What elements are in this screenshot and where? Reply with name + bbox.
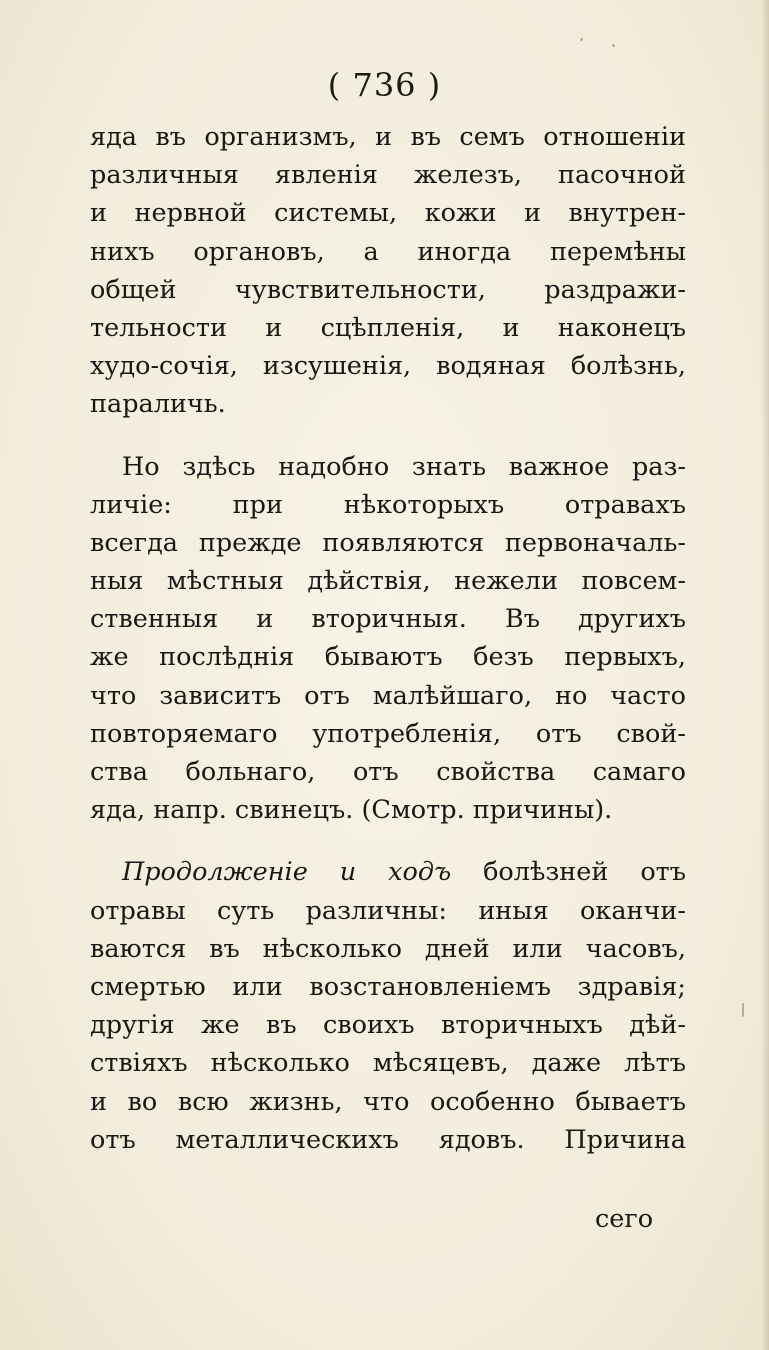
paragraph-1 [90, 118, 686, 424]
text-line: яда въ организмъ, и въ семъ отношеніи [90, 122, 686, 152]
body-text [90, 118, 686, 1159]
text-line: общей чувствительности, раздражи- [90, 274, 686, 305]
text-line: ства больнаго, отъ свойства самаго [90, 757, 686, 787]
paragraph-gap [90, 424, 686, 448]
catchword: сего [595, 1204, 654, 1234]
text-line [90, 853, 686, 891]
paper-speck [580, 38, 583, 41]
text-line: худо-сочія, изсушенія, водяная болѣзнь, [90, 351, 686, 382]
text-line: яда, напр. свинецъ. (Смотр. причины). [90, 795, 613, 826]
text-line: ственныя и вторичныя. Въ другихъ [90, 604, 686, 635]
paragraph-2 [90, 448, 686, 830]
italic-heading: Продолженіе и ходъ [122, 857, 452, 888]
text-line: отравы суть различны: иныя оканчи- [90, 895, 686, 926]
text-line: различныя явленія железъ, пасочной [90, 160, 686, 191]
text-line: отъ металлическихъ ядовъ. Причина [90, 1124, 686, 1155]
text-line: тельности и сцѣпленія, и наконецъ [90, 312, 686, 343]
text-line: смертью или возстановленіемъ здравія; [90, 971, 686, 1002]
text-line: Но здѣсь надобно знать важное раз- [122, 451, 686, 482]
text-line: ствіяхъ нѣсколько мѣсяцевъ, даже лѣтъ [90, 1048, 686, 1079]
text-line: ныя мѣстныя дѣйствія, нежели повсем- [90, 566, 686, 597]
text-line: нихъ органовъ, а иногда перемѣны [90, 236, 686, 267]
text-run: болѣзней отъ [483, 857, 687, 888]
text-line: что зависитъ отъ малѣйшаго, но часто [90, 680, 686, 711]
paragraph-gap [90, 829, 686, 853]
paragraph-3 [90, 853, 686, 1159]
paper-speck [612, 44, 615, 47]
text-line: личіе: при нѣкоторыхъ отравахъ [90, 489, 686, 520]
page-edge-shadow [761, 0, 769, 1350]
text-line: и нервной системы, кожи и внутрен- [90, 198, 686, 229]
text-line: и во всю жизнь, что особенно бываетъ [90, 1086, 686, 1117]
page-number: ( 736 ) [327, 66, 442, 104]
text-line: всегда прежде появляются первоначаль- [90, 527, 686, 558]
text-line: же послѣднія бываютъ безъ первыхъ, [90, 642, 686, 673]
text-line: параличь. [90, 389, 226, 420]
text-line: другія же въ своихъ вторичныхъ дѣй- [90, 1010, 686, 1041]
text-line: повторяемаго употребленія, отъ свой- [90, 718, 686, 749]
paper-speck [742, 1003, 744, 1017]
text-line: ваются въ нѣсколько дней или часовъ, [90, 933, 686, 964]
